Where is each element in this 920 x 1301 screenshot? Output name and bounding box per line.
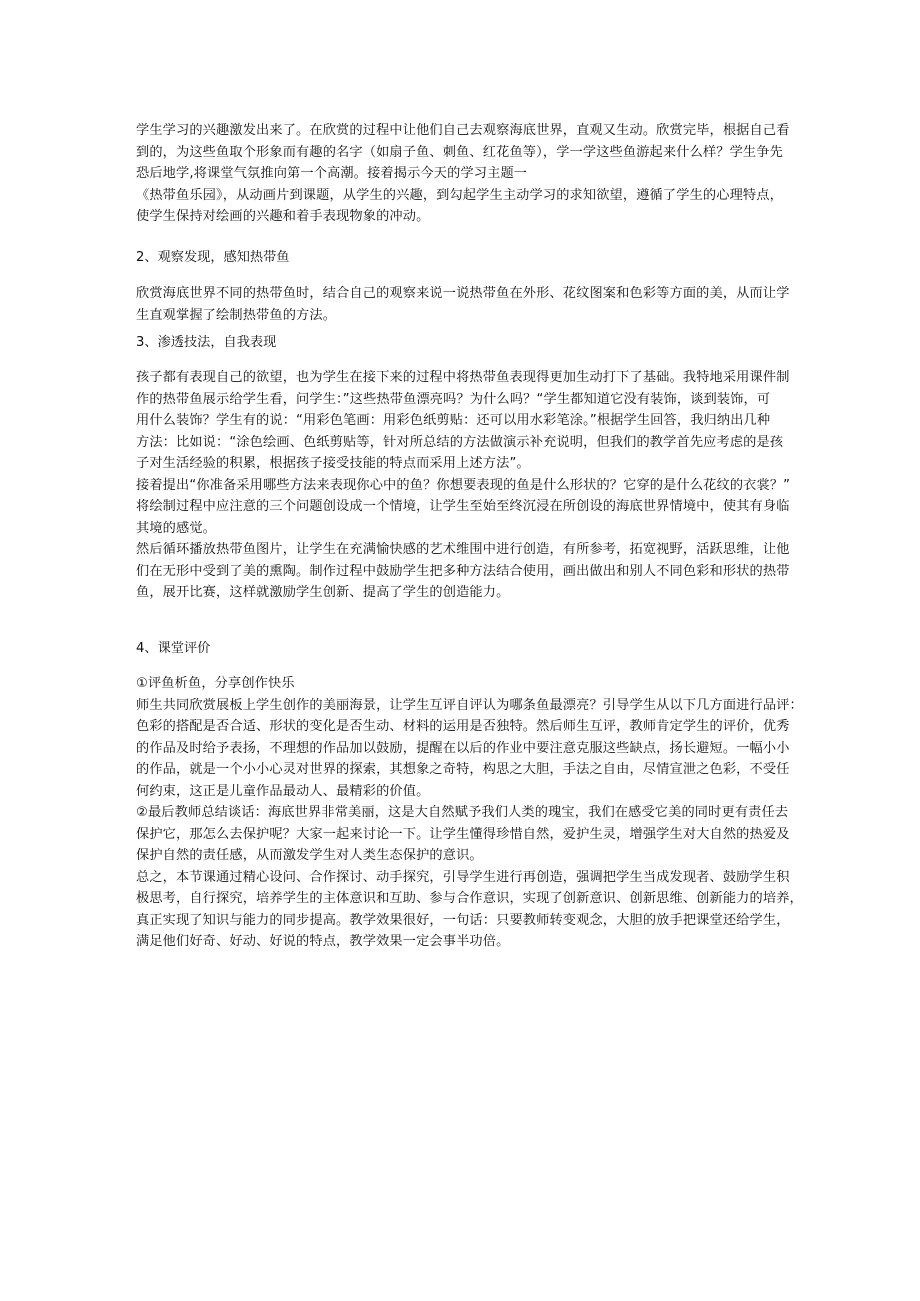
text-line: 们在无形中受到了美的熏陶。制作过程中鼓励学生把多种方法结合使用，画出做出和别人不同色彩和形状的热带 (136, 563, 790, 579)
text-line: 将绘制过程中应注意的三个问题创设成一个情境，让学生至始至终沉浸在所创设的海底世界情境中，使其有身临 (136, 499, 790, 514)
text-line: ②最后教师总结谈话：海底世界非常美丽，这是大自然赋予我们人类的瑰宝，我们在感受它美的同时更有责任去 (136, 805, 789, 820)
text-line: 保护它，那怎么去保护呢？大家一起来讨论一下。让学生懂得珍惜自然，爱护生灵，增强学生对大自然的热爱及 (136, 826, 790, 842)
text-line: 学生学习的兴趣激发出来了。在欣赏的过程中让他们自己去观察海底世界，直观又生动。欣赏完毕，根据自己看 (136, 123, 790, 138)
text-line: 其境的感觉。 (136, 520, 217, 536)
paragraph-evaluation (136, 673, 803, 953)
text-line: 接着提出“你准备采用哪些方法来表现你心中的鱼？你想要表现的鱼是什么形状的？它穿的是什么花纹的衣裳？” (136, 477, 791, 493)
text-line: 师生共同欣赏展板上学生创作的美丽海景，让学生互评自评认为哪条鱼最漂亮？引导学生从以下几方面进行品评： (136, 697, 803, 713)
text-line: 保护自然的责任感，从而激发学生对人类生态保护的意识。 (136, 848, 483, 863)
text-line: 极思考，自行探究，培养学生的主体意识和互助、参与合作意识，实现了创新意识、创新思维、创新能力的培养， (136, 891, 803, 906)
text-line: 用什么装饰？学生有的说：“用彩色笔画：用彩色纸剪贴：还可以用水彩笔涂。”根据学生回答，我归纳出几种 (136, 413, 771, 428)
text-line: 然后循环播放热带鱼图片，让学生在充满愉快感的艺术维围中进行创造，有所参考，拓宽视野，活跃思维，让他 (136, 542, 790, 557)
text-line: 使学生保持对绘画的兴趣和着手表现物象的冲动。 (136, 209, 430, 224)
text-line: 孩子都有表现自己的欲望，也为学生在接下来的过程中将热带鱼表现得更加生动打下了基础。我特地采用课件制 (136, 370, 790, 385)
text-line: 方法：比如说：“涂色绘画、色纸剪贴等，针对所总结的方法做演示补充说明，但我们的教学首先应考虑的是孩 (136, 434, 784, 450)
text-line: 的作品及时给予表扬，不理想的作品加以鼓励，提醒在以后的作业中要注意克服这些缺点，扬长避短。一幅小小 (136, 740, 790, 756)
text-line: 生直观掌握了绘制热带鱼的方法。 (136, 307, 337, 323)
paragraph-intro (136, 120, 796, 228)
section-heading-2: 2、观察发现，感知热带鱼 (136, 250, 290, 265)
section-heading-3: 3、渗透技法，自我表现 (136, 335, 277, 350)
text-line: 色彩的搭配是否合适、形状的变化是否生动、材料的运用是否独特。然后师生互评，教师肯定学生的评价，优秀 (136, 719, 790, 734)
text-line: 欣赏海底世界不同的热带鱼时，结合自己的观察来说一说热带鱼在外形、花纹图案和色彩等方面的美，从而让学 (136, 286, 790, 301)
paragraph-observe (136, 283, 796, 326)
text-line: 《热带鱼乐园》，从动画片到课题，从学生的兴趣，到勾起学生主动学习的求知欲望，遵循了学生的心理特点， (136, 187, 783, 203)
text-line: 的作品，就是一个小小心灵对世界的探索，其想象之奇特，构思之大胆，手法之自由，尽情宣泄之色彩，不受任 (136, 762, 790, 777)
text-line: 鱼，展开比赛，这样就激励学生创新、提高了学生的创造能力。 (136, 585, 510, 600)
text-line: 满足他们好奇、好动、好说的特点，教学效果一定会事半功倍。 (136, 934, 510, 949)
text-line: ①评鱼析鱼，分享创作快乐 (136, 676, 295, 691)
text-line: 恐后地学,将课堂气氛推向第一个高潮。接着揭示今天的学习主题一 (136, 166, 528, 181)
text-line: 何约束，这正是儿童作品最动人、最精彩的价值。 (136, 783, 430, 799)
text-line: 子对生活经验的积累，根据孩子接受技能的特点而采用上述方法”。 (136, 456, 530, 471)
text-line: 作的热带鱼展示给学生看，问学生：”这些热带鱼漂亮吗？为什么吗？“学生都知道它没有装饰，谈到装饰，可 (136, 391, 771, 407)
paragraph-technique (136, 367, 796, 604)
text-line: 真正实现了知识与能力的同步提高。教学效果很好，一句话：只要教师转变观念，大胆的放手把课堂还给学生， (136, 912, 790, 928)
text-line: 到的，为这些鱼取个形象而有趣的名字（如扇子鱼、刺鱼、红花鱼等），学一学这些鱼游起来什么样？学生争先 (136, 144, 783, 160)
text-line: 总之，本节课通过精心设问、合作探讨、动手探究，引导学生进行再创造，强调把学生当成发现者、鼓励学生积 (136, 869, 790, 885)
section-heading-4: 4、课堂评价 (136, 641, 211, 656)
